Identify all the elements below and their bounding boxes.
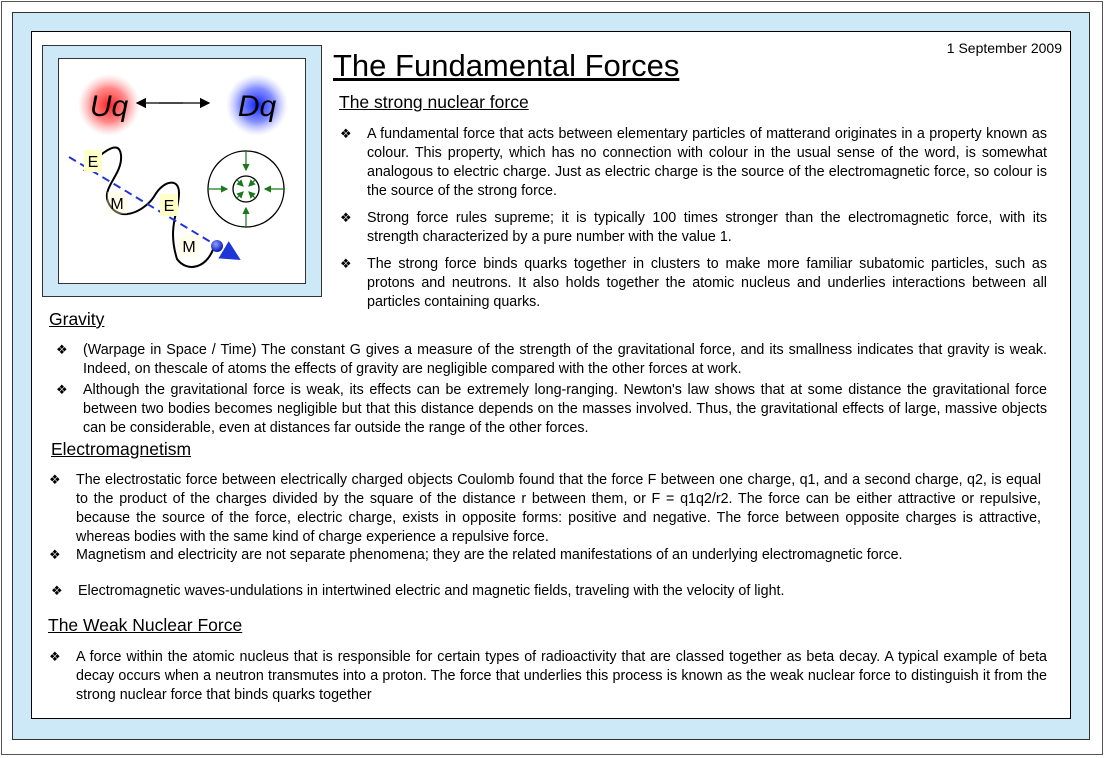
- bullet-text: Strong force rules supreme; it is typically 100 times stronger than the electromagnetic force, with its strength characterized by a pure number with the value 1.: [367, 210, 1047, 245]
- bullet-marker: ❖: [49, 473, 61, 488]
- strong-bullet-3: [340, 255, 1047, 312]
- magnetic-label-2: M: [182, 239, 196, 256]
- bullet-text: A fundamental force that acts between elementary particles of matterand originates in a property known as colour. This property, which has no connection with colour in the usual sense of the word, is somewhat analogous to electric charge. Just as electric charge is the source of the electromagnetic force, so colour is the source of the strong force.: [367, 126, 1047, 199]
- bullet-text: Although the gravitational force is weak, its effects can be extremely long-ranging. Newton's law shows that at some distance the gravitational force between two bodies becomes negligible but that this distance depends on the masses involved. Thus, the gravitational effects of large, massive objects can be considerable, even at distances far outside the range of the other forces.: [83, 382, 1047, 436]
- bullet-marker: ❖: [340, 127, 352, 142]
- strong-bullet-1: [340, 125, 1047, 201]
- gravity-bullet-2: [56, 381, 1047, 438]
- bullet-marker: ❖: [51, 584, 63, 599]
- strong-bullet-2: [340, 209, 1047, 247]
- bullet-marker: ❖: [56, 383, 68, 398]
- gravity-bullet-1: [56, 341, 1047, 379]
- section-heading-weak: The Weak Nuclear Force: [48, 615, 243, 635]
- down-quark-label: Dq: [237, 90, 277, 123]
- electric-label-2: E: [163, 198, 175, 215]
- bullet-text: A force within the atomic nucleus that is responsible for certain types of radioactivity that are classed together as beta decay. A typical example of beta decay occurs when a neutron transmutes into a proton. The force that underlies this process is known as the weak nuclear force to distinguish it from the strong nuclear force that binds quarks together: [76, 649, 1047, 703]
- strong-field-diagram: [207, 150, 285, 228]
- em-bullet-2: [49, 546, 1041, 565]
- electric-label-1: E: [87, 154, 99, 171]
- bullet-text: The electrostatic force between electrically charged objects Coulomb found that the force F between one charge, q1, and a second charge, q2, is equal to the product of the charges divided by the square of the distance r between them, or F = q1q2/r2. The force can be either attractive or repulsive, because the source of the force, electric charge, exists in opposite forms: positive and negative. The force between opposite charges is attractive, whereas bodies with the same kind of charge experience a repulsive force.: [76, 472, 1041, 545]
- section-heading-electromagnetism: Electromagnetism: [51, 439, 192, 459]
- bullet-marker: ❖: [49, 650, 61, 665]
- photon-dot: [211, 240, 223, 252]
- bullet-marker: ❖: [56, 343, 68, 358]
- weak-bullet-1: [49, 648, 1047, 705]
- forces-illustration: [58, 58, 306, 284]
- section-heading-gravity: Gravity: [49, 309, 105, 329]
- magnetic-label-1: M: [110, 196, 124, 213]
- up-quark-label: Uq: [89, 90, 129, 123]
- page-date: 1 September 2009: [946, 40, 1062, 56]
- em-bullet-1: [49, 471, 1041, 547]
- em-bullet-3: [51, 582, 1041, 601]
- illustration-svg: [59, 59, 305, 283]
- section-heading-strong: The strong nuclear force: [339, 92, 529, 112]
- page-title: The Fundamental Forces: [333, 48, 680, 83]
- bullet-marker: ❖: [340, 211, 352, 226]
- bullet-marker: ❖: [340, 257, 352, 272]
- bullet-marker: ❖: [49, 548, 61, 563]
- bullet-text: Electromagnetic waves-undulations in intertwined electric and magnetic fields, traveling with the velocity of light.: [78, 583, 785, 599]
- bullet-text: The strong force binds quarks together in clusters to make more familiar subatomic particles, such as protons and neutrons. It also holds together the atomic nucleus and underlies interactions between all particles containing quarks.: [367, 256, 1047, 310]
- bullet-text: Magnetism and electricity are not separate phenomena; they are the related manifestations of an underlying electromagnetic force.: [76, 547, 903, 563]
- bullet-text: (Warpage in Space / Time) The constant G gives a measure of the strength of the gravitational force, and its smallness indicates that gravity is weak. Indeed, on thescale of atoms the effects of gravity are negligible compared with the other forces at work.: [83, 342, 1047, 377]
